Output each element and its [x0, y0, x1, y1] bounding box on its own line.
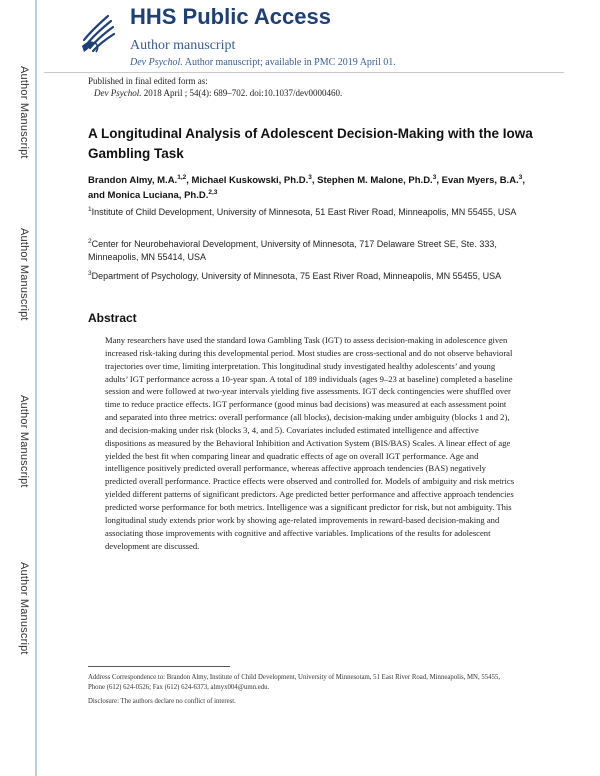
header-availability-line — [130, 57, 396, 68]
author-affiliation-mark: 3 — [308, 174, 312, 181]
published-label: Published in final edited form as: — [88, 76, 208, 86]
author-name: Monica Luciana, Ph.D. — [107, 190, 209, 201]
affiliation-number: 2 — [88, 238, 92, 245]
sidebar-label-author-manuscript: Author Manuscript — [18, 562, 30, 655]
author-name: Brandon Almy, M.A. — [88, 175, 178, 186]
author-name: Evan Myers, B.A. — [441, 175, 519, 186]
footnote-disclosure: Disclosure: The authors declare no conflict of interest. — [88, 698, 236, 705]
author-name: Michael Kuskowski, Ph.D. — [191, 175, 309, 186]
sidebar-label-author-manuscript: Author Manuscript — [18, 228, 30, 321]
footnote-correspondence: Address Correspondence to: Brandon Almy, Institute of Child Development, University of Minnesotam, 51 East River Road, Minneapolis, MN, 55455, Phone (612) 624-0526; Fax (612) 624-6373, almyx004@umn.edu. — [88, 674, 501, 691]
author-separator: , — [436, 175, 442, 186]
author-name: Stephen M. Malone, Ph.D. — [317, 175, 433, 186]
sidebar-rule — [35, 0, 37, 776]
sidebar-label-author-manuscript: Author Manuscript — [18, 66, 30, 159]
affiliation-number: 3 — [88, 270, 92, 277]
affiliation-2 — [88, 238, 518, 264]
author-list — [88, 173, 528, 203]
sidebar-label-author-manuscript: Author Manuscript — [18, 395, 30, 488]
author-affiliation-mark: 1,2 — [177, 174, 187, 181]
affiliation-text: Department of Psychology, University of Minnesota, 75 East River Road, Minneapolis, MN 55455, USA — [91, 271, 502, 281]
affiliation-1 — [88, 206, 518, 219]
publication-journal: Dev Psychol. — [94, 88, 142, 98]
header-title: HHS Public Access — [130, 4, 331, 29]
publication-citation-line — [94, 88, 342, 98]
header-journal: Dev Psychol. — [130, 57, 183, 68]
affiliation-3 — [88, 270, 518, 283]
author-affiliation-mark: 2,3 — [208, 189, 218, 196]
footnote-divider — [88, 666, 230, 667]
sidebar — [0, 0, 38, 776]
author-separator: , — [311, 175, 318, 186]
abstract-heading: Abstract — [88, 311, 137, 325]
author-separator: , — [186, 175, 192, 186]
article-title: A Longitudinal Analysis of Adolescent Decision-Making with the Iowa Gambling Task — [88, 126, 533, 161]
author-affiliation-mark: 3 — [432, 174, 437, 181]
author-separator: , and — [88, 175, 525, 201]
affiliation-text: Center for Neurobehavioral Development, University of Minnesota, 717 Delaware Street SE, Ste. 333, Minneapolis, MN 55414, USA — [88, 239, 497, 262]
abstract-body: Many researchers have used the standard Iowa Gambling Task (IGT) to assess decision-making in adolescence given increased risk-taking during this developmental period. Most studies are cross-sectional and do not observe behavioral trajectories over time, limiting interpretation. This longitudinal study investigated healthy adolescents’ and young adults’ IGT performance across a 10-year span. A total of 189 individuals (ages 9–23 at baseline) completed a baseline session and were followed at two-year intervals yielding five assessments. IGT deck contingencies were shuffled over time to reduce practice effects. IGT performance (good minus bad decisions) was measured at each assessment point and separated into three metrics: overall performance (all blocks), decision-making under ambiguity (blocks 1 and 2), and decision-making under risk (blocks 3, 4, and 5). Covariates included estimated intelligence and affective dispositions as measured by the Behavioral Inhibition and Activation System (BIS/BAS) Scales. A linear effect of age yielded the best fit when comparing linear and quadratic effects of age on overall IGT performance. Age and intelligence positively predicted overall performance, whereas affective approach tendencies (BAS) negatively predicted overall performance. Practice effects were observed and controlled for. Models of ambiguity and risk metrics yielded different patterns of significant predictors. Age predicted better performance and affective approach tendencies predicted worse performance for both metrics. Intelligence was a significant predictor for risk, but not ambiguity. This longitudinal study extends prior work by showing age-related improvements in reward-based decision-making and associating those improvements with cognitive and affective variables. Implications of the results for adolescent development are discussed. — [105, 335, 515, 551]
affiliation-text: Institute of Child Development, University of Minnesota, 51 East River Road, Minneapolis, MN 55455, USA — [91, 207, 517, 217]
header-divider — [44, 72, 564, 73]
header-availability: Author manuscript; available in PMC 2019 April 01. — [184, 57, 396, 68]
author-affiliation-mark: 3 — [518, 174, 523, 181]
header-subtitle: Author manuscript — [130, 38, 236, 53]
publication-citation: 2018 April ; 54(4): 689–702. doi:10.1037/dev0000460. — [143, 88, 343, 98]
hhs-eagle-logo-icon — [78, 10, 118, 54]
affiliation-number: 1 — [88, 206, 92, 213]
